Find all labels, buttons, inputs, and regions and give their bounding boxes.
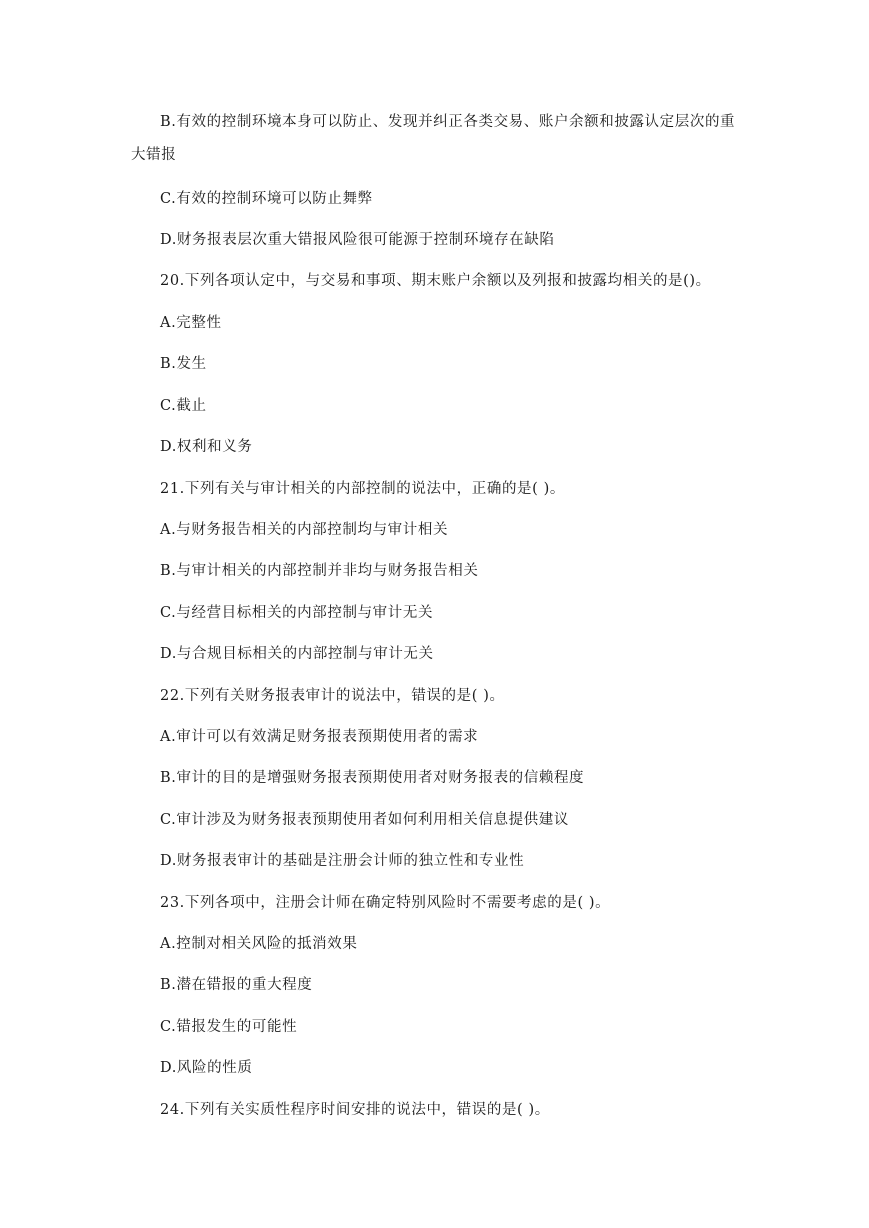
- option-b-q23: B.潜在错报的重大程度: [160, 977, 313, 993]
- option-a-q22: A.审计可以有效满足财务报表预期使用者的需求: [160, 729, 479, 745]
- option-d-q19: D.财务报表层次重大错报风险很可能源于控制环境存在缺陷: [160, 232, 555, 248]
- option-d-q21: D.与合规目标相关的内部控制与审计无关: [160, 646, 434, 662]
- option-c-q20: C.截止: [160, 398, 207, 414]
- option-a-q20: A.完整性: [160, 315, 222, 331]
- option-b-q21: B.与审计相关的内部控制并非均与财务报告相关: [160, 563, 479, 579]
- option-a-q23: A.控制对相关风险的抵消效果: [160, 936, 358, 952]
- option-b-q19-continued: 大错报: [131, 147, 177, 163]
- option-a-q21: A.与财务报告相关的内部控制均与审计相关: [160, 522, 449, 538]
- question-21: 21.下列有关与审计相关的内部控制的说法中，正确的是( )。: [160, 481, 565, 497]
- option-c-q23: C.错报发生的可能性: [160, 1019, 298, 1035]
- option-c-q19: C.有效的控制环境可以防止舞弊: [160, 191, 373, 207]
- option-d-q22: D.财务报表审计的基础是注册会计师的独立性和专业性: [160, 853, 525, 869]
- option-b-q22: B.审计的目的是增强财务报表预期使用者对财务报表的信赖程度: [160, 770, 585, 786]
- question-22: 22.下列有关财务报表审计的说法中，错误的是( )。: [160, 688, 505, 704]
- option-c-q21: C.与经营目标相关的内部控制与审计无关: [160, 605, 434, 621]
- option-b-q19: B.有效的控制环境本身可以防止、发现并纠正各类交易、账户余额和披露认定层次的重: [160, 114, 736, 130]
- question-24: 24.下列有关实质性程序时间安排的说法中，错误的是( )。: [160, 1102, 550, 1118]
- option-d-q23: D.风险的性质: [160, 1060, 253, 1076]
- option-c-q22: C.审计涉及为财务报表预期使用者如何利用相关信息提供建议: [160, 812, 569, 828]
- question-23: 23.下列各项中，注册会计师在确定特别风险时不需要考虑的是( )。: [160, 895, 611, 911]
- question-20: 20.下列各项认定中，与交易和事项、期末账户余额以及列报和披露均相关的是()。: [160, 273, 711, 289]
- option-b-q20: B.发生: [160, 356, 207, 372]
- option-d-q20: D.权利和义务: [160, 439, 253, 455]
